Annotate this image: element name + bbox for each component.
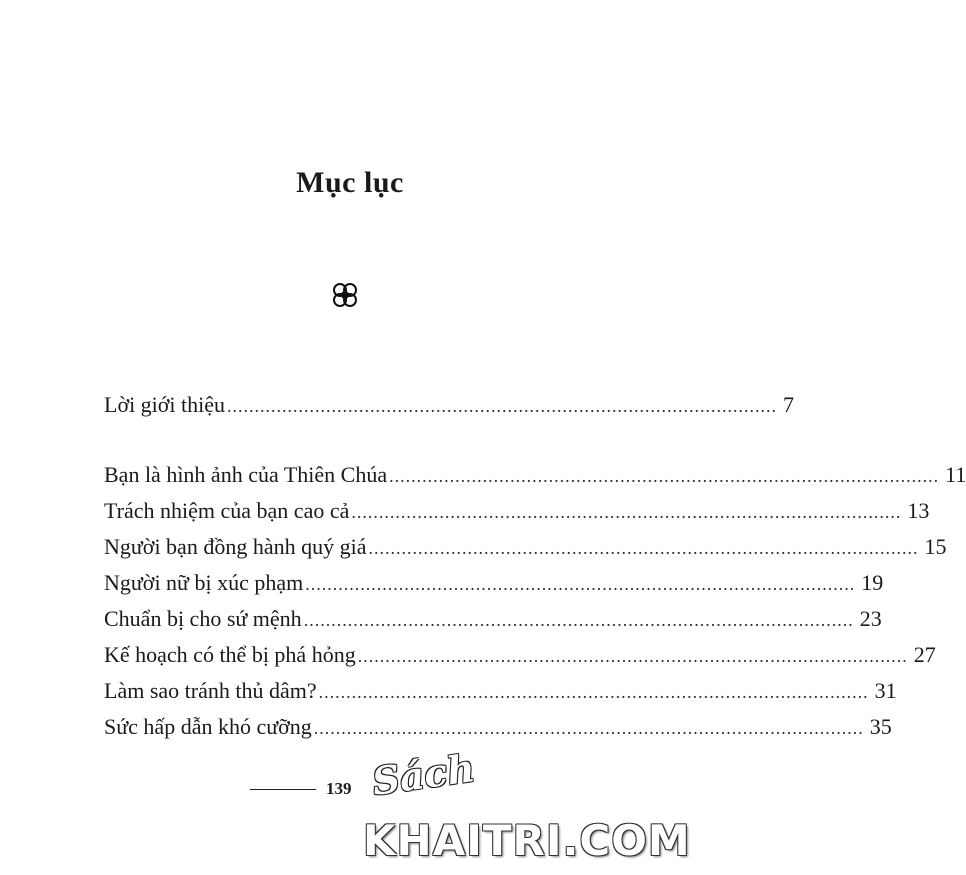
toc-entry-page: 11	[945, 462, 966, 487]
page-title: Mục lục	[296, 166, 404, 199]
toc-entry-title: Người nữ bị xúc phạm	[104, 570, 304, 595]
toc-dot-leader: ....................................................................................................	[357, 646, 908, 666]
toc-entry[interactable]	[104, 601, 882, 637]
toc-entry-page: 7	[783, 392, 795, 417]
toc-entry-title: Chuẩn bị cho sứ mệnh	[104, 606, 302, 631]
toc-dot-leader: ....................................................................................................	[313, 718, 864, 738]
toc-entry-title: Làm sao tránh thủ dâm?	[104, 678, 317, 703]
toc-entry-page: 13	[907, 498, 930, 523]
toc-entry-title: Bạn là hình ảnh của Thiên Chúa	[104, 462, 388, 487]
toc-dot-leader: ....................................................................................................	[368, 538, 919, 558]
toc-entry-title: Sức hấp dẫn khó cưỡng	[104, 714, 312, 739]
toc-dot-leader: ....................................................................................................	[227, 396, 778, 416]
footer-rule	[250, 789, 316, 790]
page-number: 139	[326, 779, 352, 798]
toc-entry-page: 31	[874, 678, 897, 703]
toc-dot-leader: ....................................................................................................	[318, 682, 869, 702]
toc-dot-leader: ....................................................................................................	[389, 466, 940, 486]
toc-entry[interactable]	[104, 709, 892, 745]
four-petal-knot-icon	[327, 277, 363, 313]
toc-entry[interactable]	[104, 673, 897, 709]
toc-entry[interactable]	[104, 457, 966, 493]
toc-entry-page: 15	[924, 534, 947, 559]
toc-entry-title: Kế hoạch có thể bị phá hỏng	[104, 642, 356, 667]
toc-intro-list	[104, 387, 795, 423]
toc-dot-leader: ....................................................................................................	[303, 610, 854, 630]
toc-dot-leader: ....................................................................................................	[351, 502, 902, 522]
toc-entry-title: Trách nhiệm của bạn cao cả	[104, 498, 350, 523]
toc-entry[interactable]	[104, 529, 947, 565]
toc-dot-leader: ....................................................................................................	[305, 574, 856, 594]
toc-entry-intro[interactable]	[104, 387, 795, 423]
toc-entry[interactable]	[104, 565, 884, 601]
toc-entry-title: Người bạn đồng hành quý giá	[104, 534, 367, 559]
toc-entry-page: 35	[869, 714, 892, 739]
toc-entry-page: 23	[859, 606, 882, 631]
watermark-brand: KHAITRI.COM	[363, 816, 691, 865]
toc-chapter-list	[104, 457, 966, 745]
watermark-script: Sách	[369, 745, 478, 804]
toc-entry-page: 19	[861, 570, 884, 595]
toc-entry[interactable]	[104, 493, 930, 529]
toc-entry-page: 27	[913, 642, 936, 667]
toc-entry-title: Lời giới thiệu	[104, 392, 226, 417]
toc-entry[interactable]	[104, 637, 936, 673]
